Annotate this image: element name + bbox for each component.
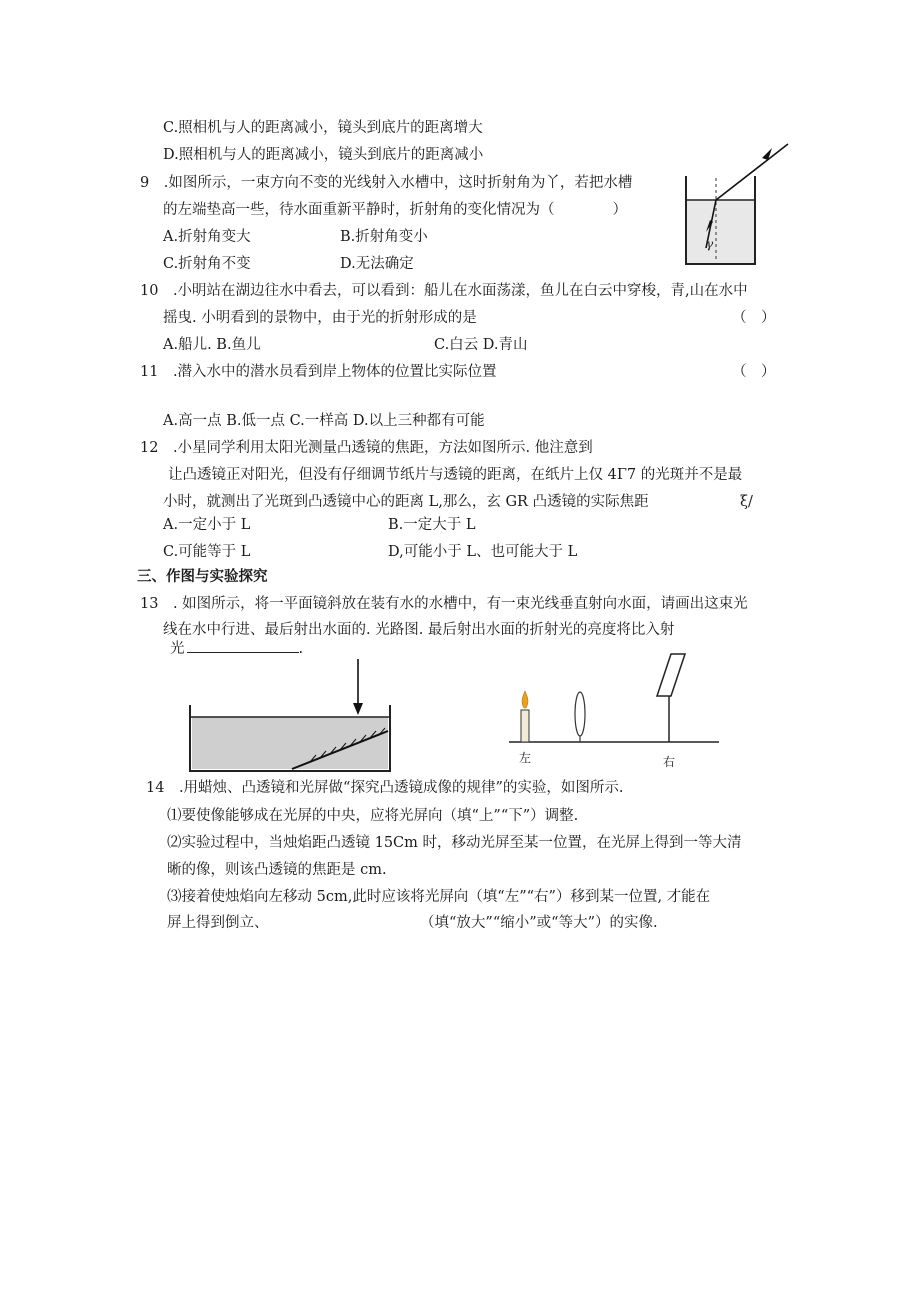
q14-part3-line1: ⑶接着使烛焰向左移动 5cm,此时应该将光屏向（填“左”“右”）移到某一位置, 才能在 (167, 889, 711, 905)
q13-stem-line2: 线在水中行进、最后射出水面的. 光路图. 最后射出水面的折射光的亮度将比入射 (163, 622, 675, 638)
q13-stem-line1: 13 . 如图所示，将一平面镜斜放在装有水的水槽中，有一束光线垂直射向水面，请画出这束光 (140, 596, 748, 612)
ray-arrow-icon (353, 703, 363, 715)
q8-option-d: D.照相机与人的距离减小，镜头到底片的距离减小 (163, 147, 484, 163)
q12-stem-line2: 让凸透镜正对阳光，但没有仔细调节纸片与透镜的距离，在纸片上仅 4Γ7 的光斑并不是最 (168, 467, 743, 483)
q10-stem-line2: 摇曳. 小明看到的景物中，由于光的折射形成的是 (163, 310, 477, 326)
tank-mirror-figure (180, 655, 400, 775)
q14-part1: ⑴要使像能够成在光屏的中央，应将光屏向（填“上”“下”）调整. (167, 808, 579, 824)
q13-answer-blank[interactable] (187, 638, 299, 653)
q11-answer-paren: （ ） (732, 364, 776, 380)
bench-right-label: 右 (663, 755, 676, 769)
q11-stem: 11 .潜入水中的潜水员看到岸上物体的位置比实际位置 (140, 364, 497, 380)
q10-options-ab: A.船儿. B.鱼儿 (163, 337, 261, 353)
q14-part2-line2: 晰的像，则该凸透镜的焦距是 cm. (167, 862, 387, 878)
water-tank-refraction-figure (676, 140, 796, 270)
q14-part2-line1: ⑵实验过程中，当烛焰距凸透镜 15Cm 时，移动光屏至某一位置，在光屏上得到一等大清 (167, 835, 742, 851)
q9-option-a: A.折射角变大 (163, 229, 251, 245)
refraction-angle-label: γ (706, 237, 714, 251)
q12-stem-line1: 12 .小星同学利用太阳光测量凸透镜的焦距，方法如图所示. 他注意到 (140, 440, 593, 456)
q14-stem: 14 .用蜡烛、凸透镜和光屏做“探究凸透镜成像的规律”的实验，如图所示. (146, 780, 624, 796)
q12-answer-paren: ξ/ (740, 494, 753, 510)
q8-option-c: C.照相机与人的距离减小，镜头到底片的距离增大 (163, 120, 483, 136)
q13-line3-end: . (298, 641, 304, 657)
q12-option-d: D,可能小于 L、也可能大于 L (388, 544, 578, 560)
q12-option-a: A.一定小于 L (163, 517, 251, 533)
candle-icon (521, 710, 529, 742)
q12-option-c: C.可能等于 L (163, 544, 251, 560)
incident-ray (716, 144, 788, 200)
q12-stem-line3: 小时，就测出了光斑到凸透镜中心的距离 L,那么，玄 GR 凸透镜的实际焦距 (163, 494, 649, 510)
convex-lens-icon (575, 692, 585, 736)
q9-stem-line1: 9 .如图所示，一束方向不变的光线射入水槽中，这时折射角为丫，若把水槽 (140, 175, 633, 191)
q10-answer-paren: （ ） (732, 310, 776, 326)
q11-options: A.高一点 B.低一点 C.一样高 D.以上三种都有可能 (163, 413, 485, 429)
q14-part3-line2b: （填“放大”“缩小”或“等大”）的实像. (420, 915, 658, 931)
q9-option-b: B.折射角变小 (340, 229, 428, 245)
q10-stem-line1: 10 .小明站在湖边往水中看去，可以看到：船儿在水面荡漾，鱼儿在白云中穿梭，青,山在水中 (140, 283, 748, 299)
bench-left-label: 左 (519, 751, 532, 765)
water-fill (686, 200, 755, 264)
q9-stem-line2: 的左端垫高一些，待水面重新平静时，折射角的变化情况为（ ） (163, 202, 627, 218)
q10-options-cd: C.白云 D.青山 (434, 337, 528, 353)
q13-line3-text: 光 (170, 641, 185, 657)
q9-option-d: D.无法确定 (340, 256, 414, 272)
section-3-heading: 三、作图与实验探究 (137, 568, 268, 585)
light-screen-icon (657, 654, 685, 696)
optical-bench-figure (505, 648, 730, 770)
q14-part3-line2a: 屏上得到倒立、 (167, 915, 269, 931)
q9-option-c: C.折射角不变 (163, 256, 251, 272)
q12-option-b: B.一定大于 L (388, 517, 476, 533)
candle-flame-icon (522, 691, 528, 708)
